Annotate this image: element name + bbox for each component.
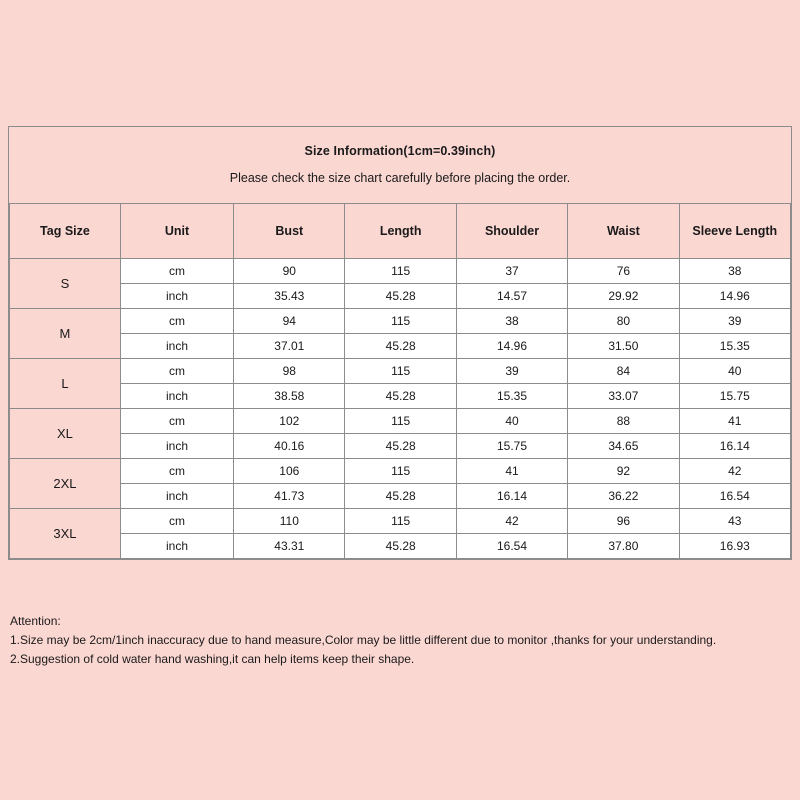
unit-cell: cm xyxy=(120,409,233,434)
shoulder-cell: 14.96 xyxy=(456,334,567,359)
unit-cell: cm xyxy=(120,309,233,334)
bust-cell: 37.01 xyxy=(234,334,345,359)
waist-cell: 96 xyxy=(568,509,679,534)
length-cell: 45.28 xyxy=(345,284,456,309)
table-row xyxy=(10,484,791,509)
sleeve-length-cell: 39 xyxy=(679,309,790,334)
table-row xyxy=(10,309,791,334)
size-chart-container xyxy=(8,126,792,560)
table-header-row xyxy=(10,204,791,259)
waist-cell: 88 xyxy=(568,409,679,434)
unit-cell: cm xyxy=(120,509,233,534)
sleeve-length-cell: 42 xyxy=(679,459,790,484)
tag-size-cell: 2XL xyxy=(10,459,121,509)
shoulder-cell: 42 xyxy=(456,509,567,534)
table-row xyxy=(10,284,791,309)
shoulder-cell: 15.35 xyxy=(456,384,567,409)
unit-cell: cm xyxy=(120,259,233,284)
sleeve-length-cell: 14.96 xyxy=(679,284,790,309)
table-header xyxy=(10,204,791,259)
length-cell: 115 xyxy=(345,359,456,384)
table-row xyxy=(10,509,791,534)
shoulder-cell: 41 xyxy=(456,459,567,484)
unit-cell: inch xyxy=(120,334,233,359)
attention-line-1: 1.Size may be 2cm/1inch inaccuracy due to hand measure,Color may be little different due to monitor ,thanks for your understanding. xyxy=(10,633,717,647)
bust-cell: 106 xyxy=(234,459,345,484)
shoulder-cell: 39 xyxy=(456,359,567,384)
attention-notes xyxy=(8,612,792,669)
tag-size-cell: XL xyxy=(10,409,121,459)
bust-cell: 41.73 xyxy=(234,484,345,509)
sleeve-length-cell: 40 xyxy=(679,359,790,384)
unit-cell: cm xyxy=(120,459,233,484)
column-header-waist: Waist xyxy=(568,204,679,259)
waist-cell: 92 xyxy=(568,459,679,484)
length-cell: 45.28 xyxy=(345,534,456,559)
unit-cell: inch xyxy=(120,384,233,409)
shoulder-cell: 40 xyxy=(456,409,567,434)
bust-cell: 40.16 xyxy=(234,434,345,459)
length-cell: 115 xyxy=(345,409,456,434)
tag-size-cell: 3XL xyxy=(10,509,121,559)
length-cell: 115 xyxy=(345,459,456,484)
tag-size-cell: S xyxy=(10,259,121,309)
table-row xyxy=(10,359,791,384)
sleeve-length-cell: 41 xyxy=(679,409,790,434)
unit-cell: cm xyxy=(120,359,233,384)
waist-cell: 37.80 xyxy=(568,534,679,559)
tag-size-cell: M xyxy=(10,309,121,359)
table-row xyxy=(10,259,791,284)
size-table xyxy=(9,203,791,559)
waist-cell: 33.07 xyxy=(568,384,679,409)
length-cell: 115 xyxy=(345,509,456,534)
waist-cell: 80 xyxy=(568,309,679,334)
bust-cell: 102 xyxy=(234,409,345,434)
waist-cell: 29.92 xyxy=(568,284,679,309)
column-header-shoulder: Shoulder xyxy=(456,204,567,259)
length-cell: 45.28 xyxy=(345,384,456,409)
table-row xyxy=(10,459,791,484)
waist-cell: 31.50 xyxy=(568,334,679,359)
shoulder-cell: 14.57 xyxy=(456,284,567,309)
length-cell: 115 xyxy=(345,309,456,334)
shoulder-cell: 15.75 xyxy=(456,434,567,459)
bust-cell: 43.31 xyxy=(234,534,345,559)
sleeve-length-cell: 16.93 xyxy=(679,534,790,559)
table-row xyxy=(10,384,791,409)
length-cell: 45.28 xyxy=(345,434,456,459)
chart-subtitle: Please check the size chart carefully before placing the order. xyxy=(229,171,571,185)
shoulder-cell: 38 xyxy=(456,309,567,334)
unit-cell: inch xyxy=(120,534,233,559)
bust-cell: 110 xyxy=(234,509,345,534)
chart-title: Size Information(1cm=0.39inch) xyxy=(304,144,496,158)
column-header-length: Length xyxy=(345,204,456,259)
length-cell: 45.28 xyxy=(345,484,456,509)
waist-cell: 76 xyxy=(568,259,679,284)
column-header-bust: Bust xyxy=(234,204,345,259)
table-row xyxy=(10,334,791,359)
unit-cell: inch xyxy=(120,434,233,459)
shoulder-cell: 37 xyxy=(456,259,567,284)
bust-cell: 90 xyxy=(234,259,345,284)
tag-size-cell: L xyxy=(10,359,121,409)
column-header-tag-size: Tag Size xyxy=(10,204,121,259)
bust-cell: 35.43 xyxy=(234,284,345,309)
length-cell: 115 xyxy=(345,259,456,284)
table-row xyxy=(10,534,791,559)
sleeve-length-cell: 16.54 xyxy=(679,484,790,509)
bust-cell: 94 xyxy=(234,309,345,334)
attention-line-2: 2.Suggestion of cold water hand washing,it can help items keep their shape. xyxy=(10,652,415,666)
sleeve-length-cell: 38 xyxy=(679,259,790,284)
unit-cell: inch xyxy=(120,284,233,309)
length-cell: 45.28 xyxy=(345,334,456,359)
attention-heading: Attention: xyxy=(10,614,61,628)
unit-cell: inch xyxy=(120,484,233,509)
sleeve-length-cell: 16.14 xyxy=(679,434,790,459)
shoulder-cell: 16.14 xyxy=(456,484,567,509)
column-header-unit: Unit xyxy=(120,204,233,259)
sleeve-length-cell: 15.35 xyxy=(679,334,790,359)
bust-cell: 38.58 xyxy=(234,384,345,409)
waist-cell: 84 xyxy=(568,359,679,384)
shoulder-cell: 16.54 xyxy=(456,534,567,559)
table-body xyxy=(10,259,791,559)
table-row xyxy=(10,434,791,459)
table-row xyxy=(10,409,791,434)
sleeve-length-cell: 43 xyxy=(679,509,790,534)
bust-cell: 98 xyxy=(234,359,345,384)
waist-cell: 36.22 xyxy=(568,484,679,509)
column-header-sleeve-length: Sleeve Length xyxy=(679,204,790,259)
waist-cell: 34.65 xyxy=(568,434,679,459)
sleeve-length-cell: 15.75 xyxy=(679,384,790,409)
